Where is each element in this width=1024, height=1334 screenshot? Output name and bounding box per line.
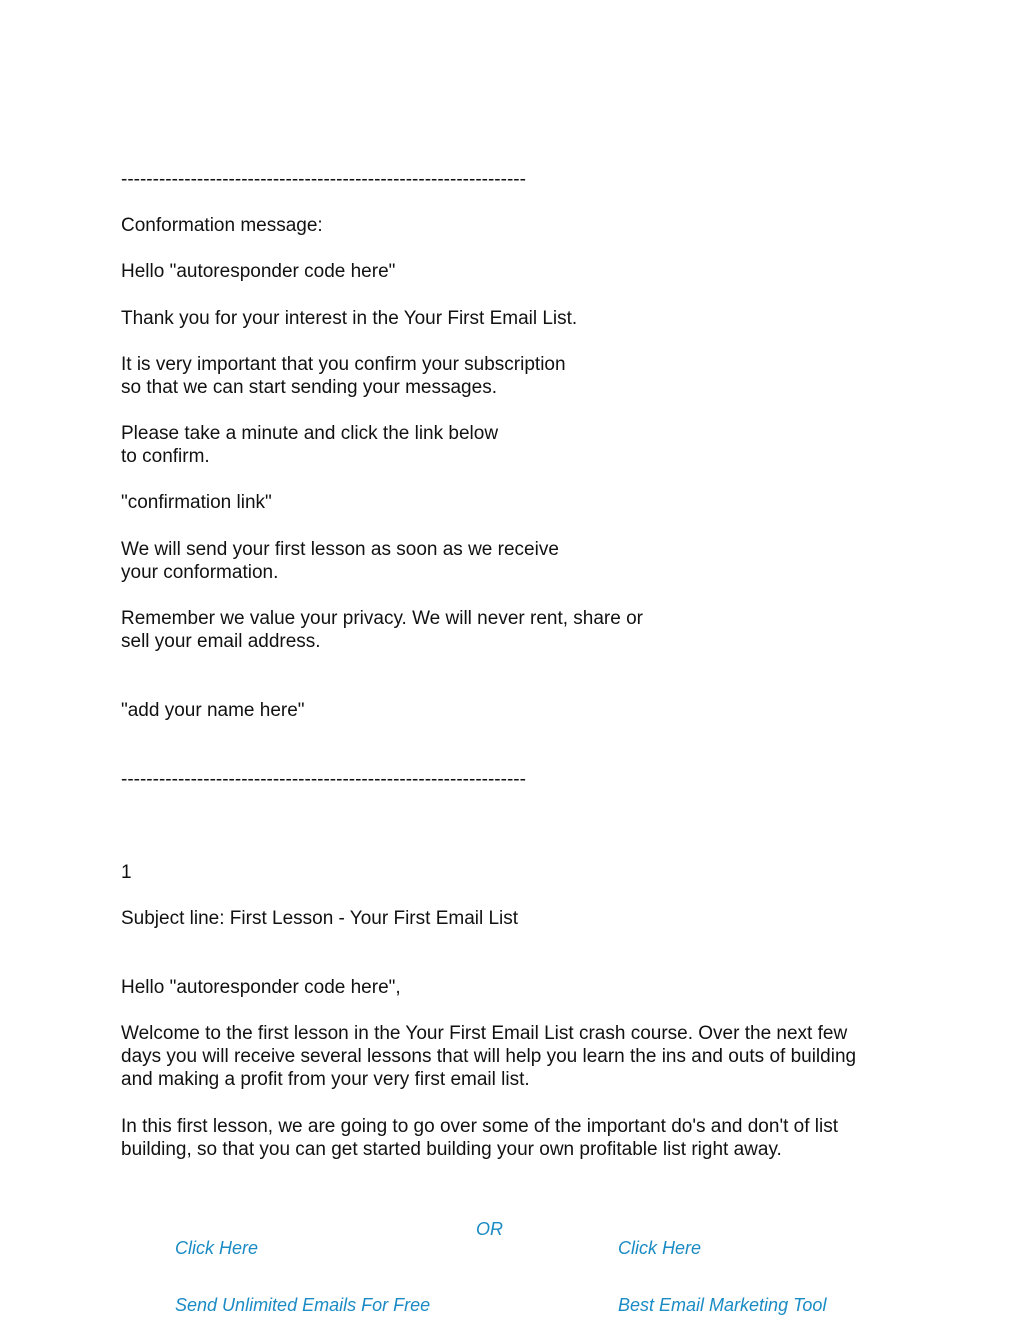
confirmation-greeting: Hello "autoresponder code here" — [121, 261, 396, 282]
lesson-greeting: Hello "autoresponder code here", — [121, 977, 401, 998]
lesson-intro-line-1: In this first lesson, we are going to go over some of the important do's and don't of list — [121, 1116, 838, 1137]
footer-left-link-line-2: Send Unlimited Emails For Free — [175, 1295, 431, 1315]
footer-left-link-line-1: Click Here — [175, 1238, 259, 1258]
separator-top: ---------------------------------------------------------------- — [121, 169, 526, 190]
confirmation-lesson-line-2: your conformation. — [121, 562, 279, 583]
confirmation-important-line-2: so that we can start sending your messages. — [121, 377, 497, 398]
lesson-welcome-line-1: Welcome to the first lesson in the Your First Email List crash course. Over the next few — [121, 1023, 848, 1044]
confirmation-privacy-line-1: Remember we value your privacy. We will never rent, share or — [121, 608, 643, 629]
confirmation-thanks: Thank you for your interest in the Your First Email List. — [121, 308, 578, 329]
confirmation-link-placeholder: "confirmation link" — [121, 492, 272, 513]
confirmation-important-line-1: It is very important that you confirm your subscription — [121, 354, 566, 375]
lesson-number: 1 — [121, 862, 132, 883]
confirmation-please-line-2: to confirm. — [121, 446, 210, 467]
lesson-welcome-line-2: days you will receive several lessons that will help you learn the ins and outs of building — [121, 1046, 857, 1067]
lesson-welcome-line-3: and making a profit from your very first email list. — [121, 1069, 530, 1090]
confirmation-privacy-line-2: sell your email address. — [121, 631, 321, 652]
footer-right-link-line-1: Click Here — [618, 1238, 702, 1258]
confirmation-please-line-1: Please take a minute and click the link below — [121, 423, 499, 444]
confirmation-heading: Conformation message: — [121, 215, 323, 236]
confirmation-signature: "add your name here" — [121, 700, 305, 721]
footer-left-link[interactable] — [155, 1220, 430, 1334]
footer-right-link-line-2: Best Email Marketing Tool — [618, 1295, 827, 1315]
footer-or-text: OR — [476, 1219, 503, 1239]
footer-right-link[interactable] — [598, 1220, 826, 1334]
separator-bottom: ---------------------------------------------------------------- — [121, 769, 526, 790]
lesson-subject: Subject line: First Lesson - Your First Email List — [121, 908, 519, 929]
lesson-intro-line-2: building, so that you can get started building your own profitable list right away. — [121, 1139, 782, 1160]
confirmation-lesson-line-1: We will send your first lesson as soon as we receive — [121, 539, 559, 560]
